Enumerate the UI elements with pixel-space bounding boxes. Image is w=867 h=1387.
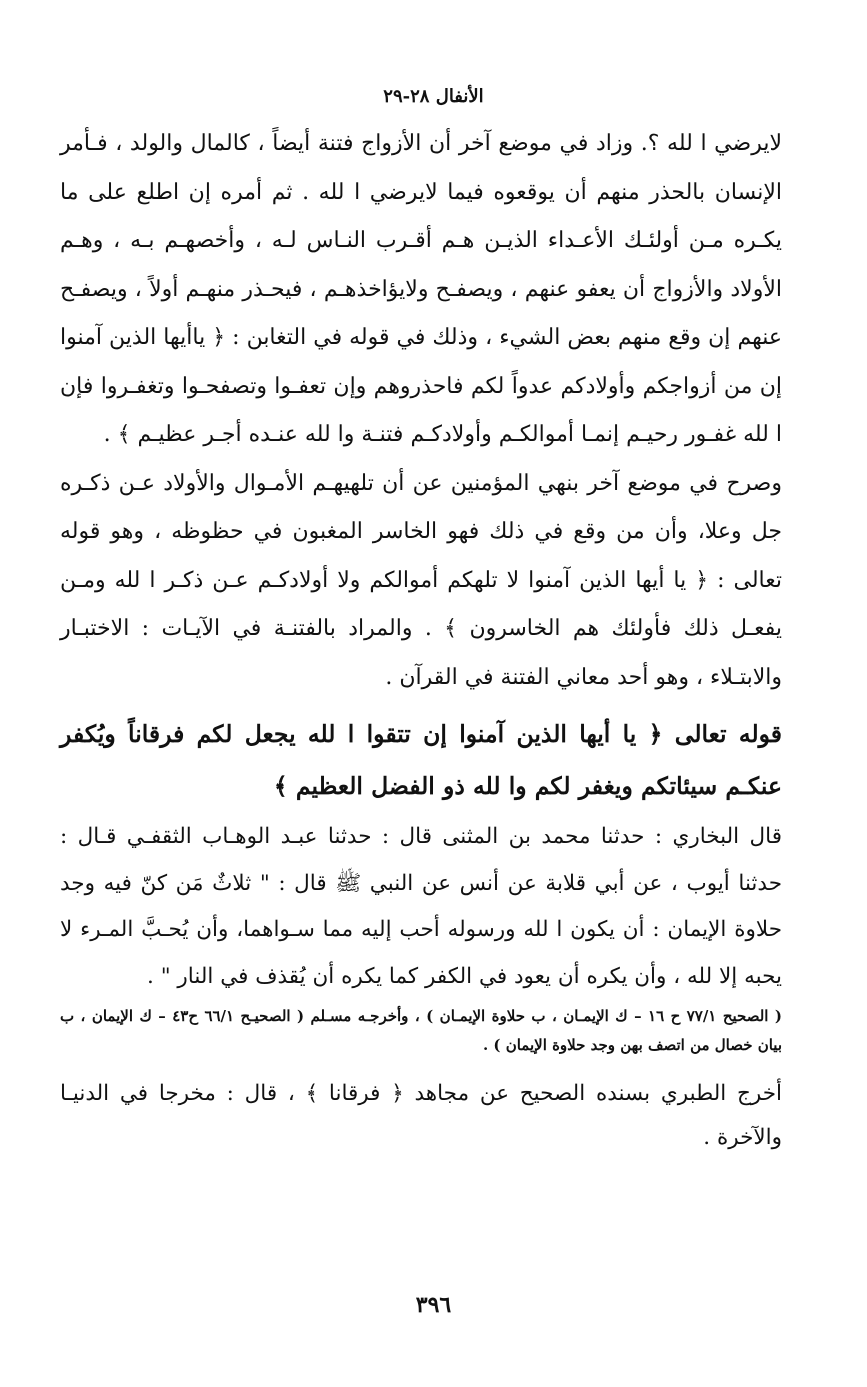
hadith-text: قال البخاري : حدثنا محمد بن المثنى قال : حدثنا عبـد الوهـاب الثقفـي قـال : حدثنا أيوب ، عن أبي قلابة عن أنس عن النبي ﷺ قال : " ثلاثٌ مَن كنّ فيه وجد حلاوة الإيمان : أن يكون ا لله ورسوله أحب إليه مما سـواهما، وأن يُحـبَّ المـرء لا يحبه إلا لله ، وأن يكره أن يعود في الكفر كما يكره أن يُقذف في النار " . bbox=[60, 824, 782, 989]
verse-heading: قوله تعالى ﴿ يا أيها الذين آمنوا إن تتقوا ا لله يجعل لكم فرقاناً ويُكفر عنكـم سيئاتكم ويغفر لكم وا لله ذو الفضل العظيم ﴾ bbox=[60, 720, 782, 800]
page-number: ٣٩٦ bbox=[415, 1292, 452, 1318]
hadith-citation: ( الصحيح ٧٧/١ ح ١٦ – ك الإيمـان ، ب حلاوة الإيمـان ) ، وأخرجـه مسـلم ( الصحيـح ٦٦/١ ح٤٣ – ك الإيمان ، ب بيان خصال من اتصف بهن وجد حلاوة الإيمان ) . bbox=[60, 1007, 782, 1054]
tabari-note: أخرج الطبري بسنده الصحيح عن مجاهد ﴿ فرقانا ﴾ ، قال : مخرجا في الدنيـا والآخرة . bbox=[60, 1081, 782, 1150]
commentary-paragraph: وصرح في موضع آخر بنهي المؤمنين عن أن تلهيهـم الأمـوال والأولاد عـن ذكـره جل وعلا، وأن من وقع في ذلك فهو الخاسر المغبون في حظوظه ، وهو قوله تعالى : ﴿ يا أيها الذين آمنوا لا تلهكم أموالكم ولا أولادكـم عـن ذكـر ا لله ومـن يفعـل ذلك فأولئك هم الخاسرون ﴾ . والمراد بالفتنـة في الآيـات : الاختبـار والابتـلاء ، وهو أحد معاني الفتنة في القرآن . bbox=[60, 470, 782, 690]
commentary-paragraph: لايرضي ا لله ؟. وزاد في موضع آخر أن الأزواج فتنة أيضاً ، كالمال والولد ، فـأمر الإنسان بالحذر منهم أن يوقعوه فيما لايرضي ا لله . ثم أمره إن اطلع على ما يكـره مـن أولئـك الأعـداء الذيـن هـم أقـرب النـاس لـه ، وأخصهـم بـه ، وهـم الأولاد والأزواج أن يعفو عنهم ، ويصفـح ولايؤاخذهـم ، فيحـذر منهـم أولاً ، ويصفـح عنهم إن وقع منهم بعض الشيء ، وذلك في قوله في التغابن : ﴿ ياأيها الذين آمنوا إن من أزواجكم وأولادكم عدواً لكم فاحذروهم وإن تعفـوا وتصفحـوا وتغفـروا فإن ا لله غفـور رحيـم إنمـا أموالكـم وأولادكـم فتنـة وا لله عنـده أجـر عظيـم ﴾ . bbox=[60, 131, 782, 447]
running-header: الأنفال ٢٨-٢٩ bbox=[383, 86, 484, 107]
page-body bbox=[60, 120, 782, 1160]
